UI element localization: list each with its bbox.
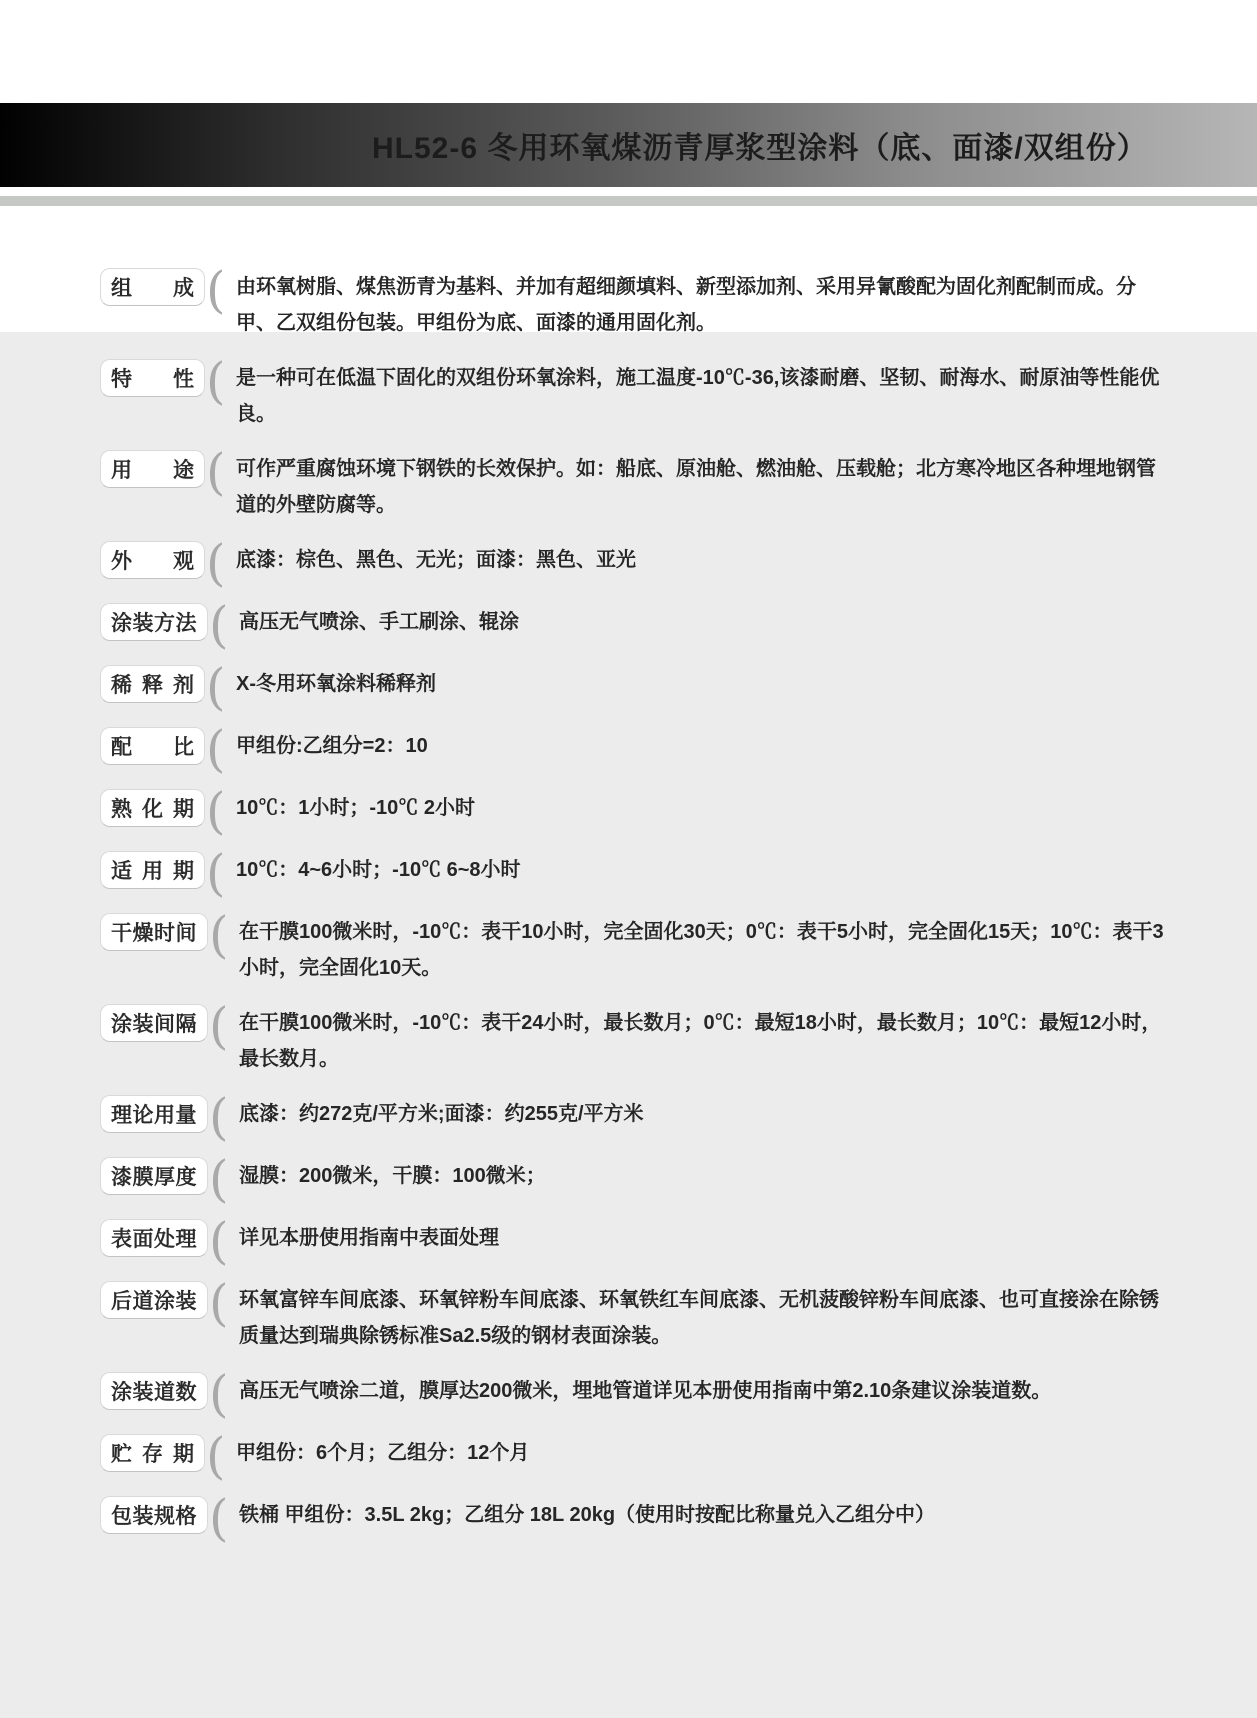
row-label-text: 漆膜厚度 bbox=[111, 1166, 197, 1189]
spec-row bbox=[100, 352, 1165, 432]
bracket-decoration: ( bbox=[209, 1489, 229, 1547]
spec-row bbox=[100, 782, 1165, 840]
row-text: 铁桶 甲组份：3.5L 2kg；乙组分 18L 20kg（使用时按配比称量兑入乙组分中） bbox=[239, 1504, 936, 1526]
spec-row bbox=[100, 1489, 1165, 1547]
row-text: 高压无气喷涂、手工刷涂、辊涂 bbox=[239, 611, 519, 633]
row-text: 在干膜100微米时，-10℃：表干24小时，最长数月；0℃：最短18小时，最长数月；10℃：最短12小时，最长数月。 bbox=[239, 1012, 1162, 1070]
row-label-text: 适 bbox=[111, 860, 132, 883]
row-label bbox=[100, 1095, 208, 1133]
row-text: 环氧富锌车间底漆、环氧锌粉车间底漆、环氧铁红车间底漆、无机菠酸锌粉车间底漆、也可直接涂在除锈质量达到瑞典除锈标准Sa2.5级的钢材表面涂装。 bbox=[239, 1289, 1159, 1347]
spec-row bbox=[100, 844, 1165, 902]
row-label bbox=[100, 359, 205, 397]
row-text: 10℃：4~6小时；-10℃ 6~8小时 bbox=[236, 859, 521, 881]
row-label-text: 表面处理 bbox=[111, 1228, 197, 1251]
spec-row bbox=[100, 596, 1165, 654]
row-label-text: 期 bbox=[173, 1443, 194, 1466]
spec-row bbox=[100, 261, 1165, 341]
spec-row bbox=[100, 1088, 1165, 1146]
row-label bbox=[100, 1281, 208, 1319]
row-label-text: 化 bbox=[142, 798, 163, 821]
row-text: 可作严重腐蚀环境下钢铁的长效保护。如：船底、原油舱、燃油舱、压载舱；北方寒冷地区各种埋地钢管道的外壁防腐等。 bbox=[236, 458, 1156, 516]
row-label-text: 涂装道数 bbox=[111, 1381, 197, 1404]
bracket-decoration: ( bbox=[206, 720, 226, 778]
row-label-text: 剂 bbox=[173, 674, 194, 697]
bracket-decoration: ( bbox=[209, 596, 229, 654]
row-label-text: 配 bbox=[111, 736, 132, 759]
row-label bbox=[100, 268, 205, 306]
spec-row bbox=[100, 906, 1165, 986]
row-label bbox=[100, 1496, 208, 1534]
row-text: 甲组份：6个月；乙组分：12个月 bbox=[236, 1442, 530, 1464]
row-label-text: 组 bbox=[111, 277, 132, 300]
row-text: 高压无气喷涂二道，膜厚达200微米，埋地管道详见本册使用指南中第2.10条建议涂装道数。 bbox=[239, 1380, 1052, 1402]
bracket-decoration: ( bbox=[209, 1274, 229, 1332]
header-divider bbox=[0, 196, 1257, 206]
row-label-text: 理论用量 bbox=[111, 1104, 197, 1127]
row-label bbox=[100, 1004, 208, 1042]
row-label bbox=[100, 665, 205, 703]
row-label-text: 特 bbox=[111, 368, 132, 391]
bracket-decoration: ( bbox=[209, 1365, 229, 1423]
spec-rows bbox=[100, 261, 1165, 1558]
row-label-text: 用 bbox=[142, 860, 163, 883]
bracket-decoration: ( bbox=[209, 906, 229, 964]
bracket-decoration: ( bbox=[209, 997, 229, 1055]
bracket-decoration: ( bbox=[206, 534, 226, 592]
row-text: 由环氧树脂、煤焦沥青为基料、并加有超细颜填料、新型添加剂、采用异氰酸配为固化剂配制而成。分甲、乙双组份包装。甲组份为底、面漆的通用固化剂。 bbox=[236, 276, 1136, 334]
bracket-decoration: ( bbox=[209, 1088, 229, 1146]
row-text: 10℃：1小时；-10℃ 2小时 bbox=[236, 797, 475, 819]
row-label-text: 存 bbox=[142, 1443, 163, 1466]
row-text: 底漆：约272克/平方米;面漆：约255克/平方米 bbox=[239, 1103, 644, 1125]
bracket-decoration: ( bbox=[206, 844, 226, 902]
spec-row bbox=[100, 1427, 1165, 1485]
row-text: 详见本册使用指南中表面处理 bbox=[239, 1227, 499, 1249]
row-label-text: 贮 bbox=[111, 1443, 132, 1466]
row-label-text: 途 bbox=[173, 459, 194, 482]
row-label-text: 成 bbox=[173, 277, 194, 300]
row-label-text: 用 bbox=[111, 459, 132, 482]
row-label-text: 性 bbox=[173, 368, 194, 391]
row-label-text: 后道涂装 bbox=[111, 1290, 197, 1313]
spec-row bbox=[100, 1212, 1165, 1270]
row-label-text: 涂装间隔 bbox=[111, 1013, 197, 1036]
row-label-text: 观 bbox=[173, 550, 194, 573]
spec-row bbox=[100, 997, 1165, 1077]
bracket-decoration: ( bbox=[206, 1427, 226, 1485]
row-label bbox=[100, 603, 208, 641]
row-label bbox=[100, 789, 205, 827]
bracket-decoration: ( bbox=[206, 261, 226, 319]
row-label-text: 比 bbox=[173, 736, 194, 759]
row-label-text: 包装规格 bbox=[111, 1505, 197, 1528]
spec-row bbox=[100, 1150, 1165, 1208]
row-label bbox=[100, 1157, 208, 1195]
row-text: X-冬用环氧涂料稀释剂 bbox=[236, 673, 436, 695]
spec-row bbox=[100, 1274, 1165, 1354]
row-text: 底漆：棕色、黑色、无光；面漆：黑色、亚光 bbox=[236, 549, 636, 571]
row-label-text: 期 bbox=[173, 860, 194, 883]
row-label bbox=[100, 1372, 208, 1410]
row-label-text: 期 bbox=[173, 798, 194, 821]
page-title: HL52-6 冬用环氧煤沥青厚浆型涂料（底、面漆/双组份） bbox=[372, 132, 1148, 165]
bracket-decoration: ( bbox=[206, 782, 226, 840]
row-label-text: 稀 bbox=[111, 674, 132, 697]
row-label bbox=[100, 450, 205, 488]
row-text: 是一种可在低温下固化的双组份环氧涂料，施工温度-10℃-36,该漆耐磨、坚韧、耐海水、耐原油等性能优良。 bbox=[236, 367, 1160, 425]
spec-row bbox=[100, 534, 1165, 592]
spec-row bbox=[100, 720, 1165, 778]
header-band bbox=[0, 103, 1257, 187]
row-label-text: 释 bbox=[142, 674, 163, 697]
row-label bbox=[100, 913, 208, 951]
bracket-decoration: ( bbox=[206, 352, 226, 410]
row-label-text: 干燥时间 bbox=[111, 922, 197, 945]
row-label bbox=[100, 1434, 205, 1472]
row-label bbox=[100, 851, 205, 889]
row-text: 湿膜：200微米，干膜：100微米； bbox=[239, 1165, 546, 1187]
row-text: 在干膜100微米时，-10℃：表干10小时，完全固化30天；0℃：表干5小时，完全固化15天；10℃：表干3小时，完全固化10天。 bbox=[239, 921, 1164, 979]
spec-row bbox=[100, 1365, 1165, 1423]
row-text: 甲组份:乙组分=2：10 bbox=[236, 735, 428, 757]
row-label bbox=[100, 727, 205, 765]
bracket-decoration: ( bbox=[209, 1212, 229, 1270]
bracket-decoration: ( bbox=[206, 658, 226, 716]
row-label-text: 熟 bbox=[111, 798, 132, 821]
row-label bbox=[100, 541, 205, 579]
row-label-text: 涂装方法 bbox=[111, 612, 197, 635]
bracket-decoration: ( bbox=[206, 443, 226, 501]
row-label bbox=[100, 1219, 208, 1257]
spec-row bbox=[100, 443, 1165, 523]
spec-row bbox=[100, 658, 1165, 716]
bracket-decoration: ( bbox=[209, 1150, 229, 1208]
row-label-text: 外 bbox=[111, 550, 132, 573]
